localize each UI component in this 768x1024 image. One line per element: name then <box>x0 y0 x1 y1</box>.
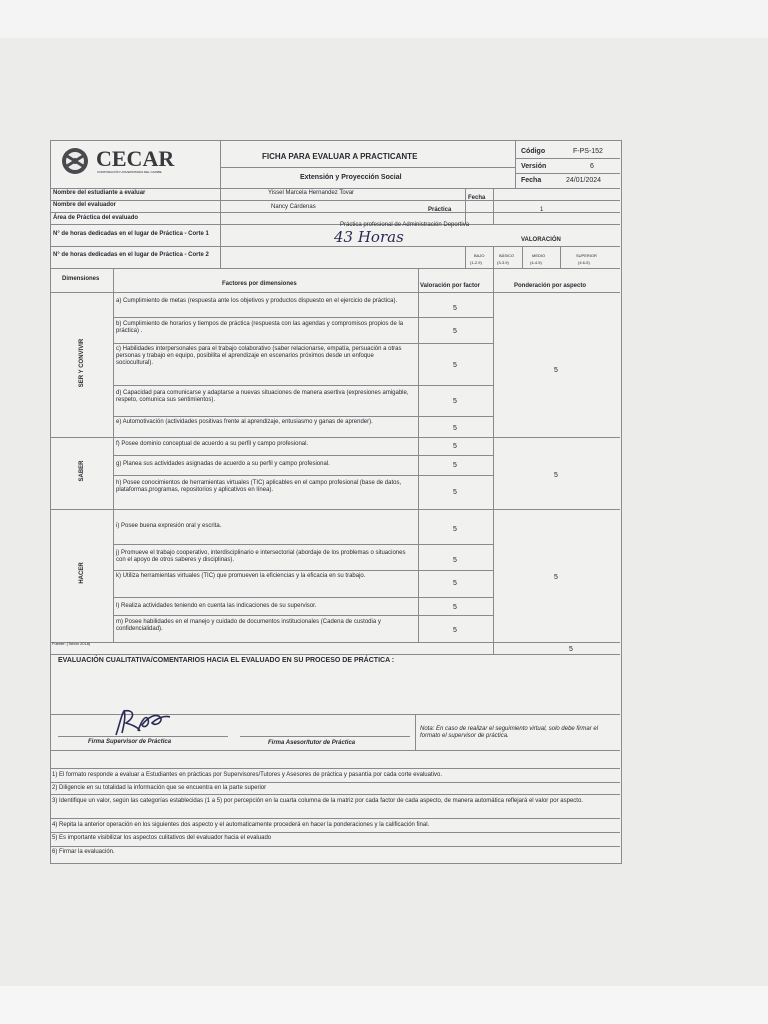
fuente: Fuente: (Tobón 2018) <box>52 641 91 646</box>
factor-k: k) Utiliza herramientas virtuales (TIC) que promueven la eficiencias y la eficacia en su trabajo. <box>116 573 366 579</box>
value-d: 5 <box>453 398 457 405</box>
area-value: Práctica profesional de Administración Deportiva <box>340 222 470 228</box>
value-g: 5 <box>453 462 457 469</box>
fecha-label: Fecha <box>521 177 542 184</box>
factor-c: c) Habilidades interpersonales para el trabajo colaborativo (saber relacionarse, empatía, persuación a otras personas y trabajo en equipo, posibilita el aprendizaje en escenarios próximos desde un enfoque sociocultural). <box>116 346 402 366</box>
factor-g: g) Planea sus actividades asignadas de acuerdo a su perfil y campo profesional. <box>116 461 330 467</box>
form-border <box>50 140 622 864</box>
instruction-1: 1) El formato responde a evaluar a Estudiantes en prácticas por Supervisores/Tutores y Asesores de práctica y pasantía por cada corte evaluativo. <box>52 772 442 778</box>
scale-superior-range: (4.6-5) <box>578 260 590 265</box>
group-saber: SABER <box>79 460 85 482</box>
factor-e: e) Automotivación (actividades positivas frente al aprendizaje, entusiasmo y ganas de aprender). <box>116 419 373 425</box>
evaluador-value: Nancy Cárdenas <box>271 204 316 210</box>
practica-label: Práctica <box>428 207 452 213</box>
signature-note: Nota: En caso de realizar el seguimiento virtual, solo debe firmar el formato el supervisor de práctica. <box>420 726 599 739</box>
instruction-3: 3) Identifique un valor, según las categorías establecidas (1 a 5) por percepción en la cuarta columna de la matriz por cada factor de cada aspecto, de manera automática reflejará el valor por aspecto. <box>52 798 583 804</box>
factor-j: j) Promueve el trabajo cooperativo, interdisciplinario e intersectorial (abordaje de los problemas o situaciones con el apoyo de otros saberes y disciplinas). <box>116 550 406 563</box>
scale-bajo: BAJO <box>474 253 485 258</box>
value-b: 5 <box>453 328 457 335</box>
codigo-label: Código <box>521 148 546 155</box>
horas2-label: N° de horas dedicadas en el lugar de Práctica - Corte 2 <box>53 252 209 258</box>
value-a: 5 <box>453 305 457 312</box>
qualitative-title: EVALUACIÓN CUALITATIVA/COMENTARIOS HACIA EL EVALUADO EN SU PROCESO DE PRÁCTICA : <box>58 657 395 664</box>
value-e: 5 <box>453 425 457 432</box>
ponderacion-hacer: 5 <box>554 574 558 581</box>
factor-b: b) Cumplimiento de horarios y tiempos de práctica (respuesta con las agendas y compromisos propios de la práctica) . <box>116 321 404 334</box>
horas1-label: N° de horas dedicadas en el lugar de Práctica - Corte 1 <box>53 231 209 237</box>
value-k: 5 <box>453 580 457 587</box>
scale-basico-range: (3-3.9) <box>497 260 509 265</box>
col-ponderacion: Ponderación por aspecto <box>514 283 587 289</box>
factor-h: h) Posee conocimientos de herramientas virtuales (TIC) aplicables en el campo profesional (base de datos, plataformas,programas, repositorios y aplicativos en línea). <box>116 480 402 493</box>
group-ser-convivir: SER Y CONVIVIR <box>79 338 85 388</box>
version-value: 6 <box>590 163 594 170</box>
col-factores: Factores por dimensiones <box>222 281 297 287</box>
instruction-6: 6) Firmar la evaluación. <box>52 849 115 855</box>
factor-a: a) Cumplimiento de metas (respuesta ante los objetivos y productos dispuesto en el ejercicio de práctica). <box>116 298 398 304</box>
instruction-2: 2) Diligencie en su totalidad la información que se encuentra en la parte superior <box>52 785 267 791</box>
codigo-value: F-PS-152 <box>573 148 603 155</box>
form-subtitle: Extensión y Proyección Social <box>300 174 402 181</box>
ponderacion-saber: 5 <box>554 472 558 479</box>
horas1-value: 43 Horas <box>334 228 404 246</box>
scale-medio-range: (4-4.5) <box>530 260 542 265</box>
asesor-label: Firma Asesor/tutor de Práctica <box>268 740 356 746</box>
col-valoracion: Valoración por factor <box>420 283 481 289</box>
logo <box>58 146 92 181</box>
factor-f: f) Posee dominio conceptual de acuerdo a su perfil y campo profesional. <box>116 441 309 447</box>
logo-subtitle: CORPORACIÓN UNIVERSITARIA DEL CARIBE <box>97 170 162 174</box>
fecha-info-label: Fecha <box>468 195 486 201</box>
value-c: 5 <box>453 362 457 369</box>
practica-value: 1 <box>540 207 544 213</box>
estudiante-value: Yissel Marcela Hernandez Tovar <box>268 190 355 196</box>
factor-d: d) Capacidad para comunicarse y adaptarse a nuevas situaciones de manera asertiva (expresiones amigable, respeto, comunica sus sentimientos). <box>116 390 409 403</box>
scale-bajo-range: (1-2.9) <box>470 260 482 265</box>
valoracion-label: VALORACIÓN <box>521 237 561 243</box>
factor-l: l) Realiza actividades teniendo en cuenta las indicaciones de su supervisor. <box>116 603 317 609</box>
fecha-value: 24/01/2024 <box>566 177 602 184</box>
col-dimensiones: Dimensiones <box>62 276 100 282</box>
value-m: 5 <box>453 627 457 634</box>
value-f: 5 <box>453 443 457 450</box>
scale-basico: BÁSICO <box>499 253 515 258</box>
group-hacer: HACER <box>79 562 85 584</box>
area-label: Área de Práctica del evaluado <box>53 215 139 221</box>
value-i: 5 <box>453 526 457 533</box>
instruction-5: 5) Es importante visibilizar los aspectos culitativos del evaluador hacia el evaluado <box>52 835 272 841</box>
version-label: Versión <box>521 163 547 170</box>
factor-m: m) Posee habilidades en el manejo y cuidado de documentos institucionales (Cadena de custodia y confidencialidad). <box>116 619 381 632</box>
value-l: 5 <box>453 604 457 611</box>
supervisor-label: Firma Supervisor de Práctica <box>88 739 172 745</box>
instruction-4: 4) Repita la anterior operación en los siguientes dos aspecto y el automaticamente procederá en hacer la ponderaciones y la calificación final. <box>52 822 430 828</box>
scale-superior: SUPERIOR <box>576 253 597 258</box>
logo-text: CECAR <box>96 146 175 171</box>
cecar-seal-icon <box>58 146 92 176</box>
factor-i: i) Posee buena expresión oral y escrita. <box>116 523 222 529</box>
top-margin <box>0 0 768 38</box>
form-title: FICHA PARA EVALUAR A PRACTICANTE <box>262 152 418 161</box>
value-h: 5 <box>453 489 457 496</box>
bottom-margin <box>0 986 768 1024</box>
total-score: 5 <box>569 646 573 653</box>
evaluador-label: Nombre del evaluador <box>53 202 117 208</box>
ponderacion-ser: 5 <box>554 367 558 374</box>
value-j: 5 <box>453 557 457 564</box>
estudiante-label: Nombre del estudiante a evaluar <box>53 190 146 196</box>
scale-medio: MEDIO <box>532 253 546 258</box>
